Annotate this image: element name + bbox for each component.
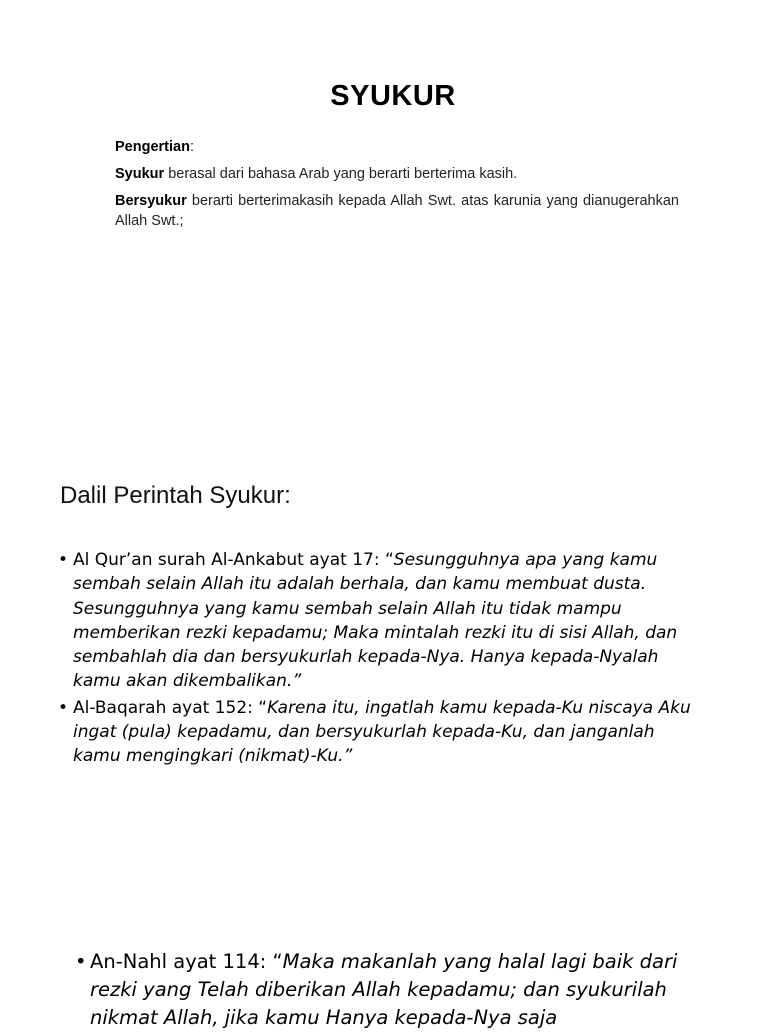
dalil-source: Al-Baqarah ayat 152: “	[73, 697, 268, 718]
dalil-source: An-Nahl ayat 114: “	[90, 950, 283, 973]
bersyukur-text: berarti berterimakasih kepada Allah Swt. atas karunia yang dianugerahkan Allah Swt.;	[115, 193, 679, 229]
pengertian-label: Pengertian	[115, 139, 190, 155]
bullet-icon: •	[58, 697, 69, 718]
definition-block	[115, 137, 679, 238]
section-heading: Dalil Perintah Syukur:	[60, 482, 291, 509]
list-item	[58, 548, 698, 694]
syukur-text: berasal dari bahasa Arab yang berarti berterima kasih.	[164, 166, 518, 182]
dalil-list-continued	[75, 948, 715, 1034]
dalil-list	[58, 548, 698, 771]
bullet-icon: •	[75, 950, 87, 973]
dalil-source: Al Qur’an surah Al-Ankabut ayat 17: “	[73, 550, 394, 570]
slide-definition	[0, 0, 768, 420]
pengertian-colon: :	[189, 139, 194, 155]
bullet-icon: •	[58, 550, 69, 570]
slide-dalil-continued	[0, 940, 768, 1029]
list-item	[75, 948, 715, 1032]
bersyukur-definition	[115, 191, 679, 231]
syukur-term: Syukur	[115, 166, 165, 182]
pengertian-line	[115, 137, 679, 157]
dalil-quote: Sesungguhnya apa yang kamu sembah selain Allah itu adalah berhala, dan kamu membuat dusta. Sesungguhnya yang kamu sembah selain Allah itu tidak mampu memberikan rezki kepadamu; Maka mintalah rezki itu di sisi Allah, dan sembahlah dia dan bersyukurlah kepada-Nya. Hanya kepada-Nyalah kamu akan dikembalikan.”	[73, 550, 678, 692]
page-title: SYUKUR	[330, 80, 456, 112]
slide-dalil	[0, 470, 768, 930]
dalil-quote: Maka makanlah yang halal lagi baik dari rezki yang Telah diberikan Allah kepadamu; dan syukurilah nikmat Allah, jika kamu Hanya kepada-Nya saja	[90, 950, 678, 1029]
bersyukur-term: Bersyukur	[115, 193, 187, 209]
list-item	[58, 696, 698, 769]
syukur-definition	[115, 164, 679, 184]
dalil-quote: Karena itu, ingatlah kamu kepada-Ku niscaya Aku ingat (pula) kepadamu, dan bersyukurlah kepada-Ku, dan janganlah kamu mengingkari (nikmat)-Ku.”	[73, 697, 691, 767]
